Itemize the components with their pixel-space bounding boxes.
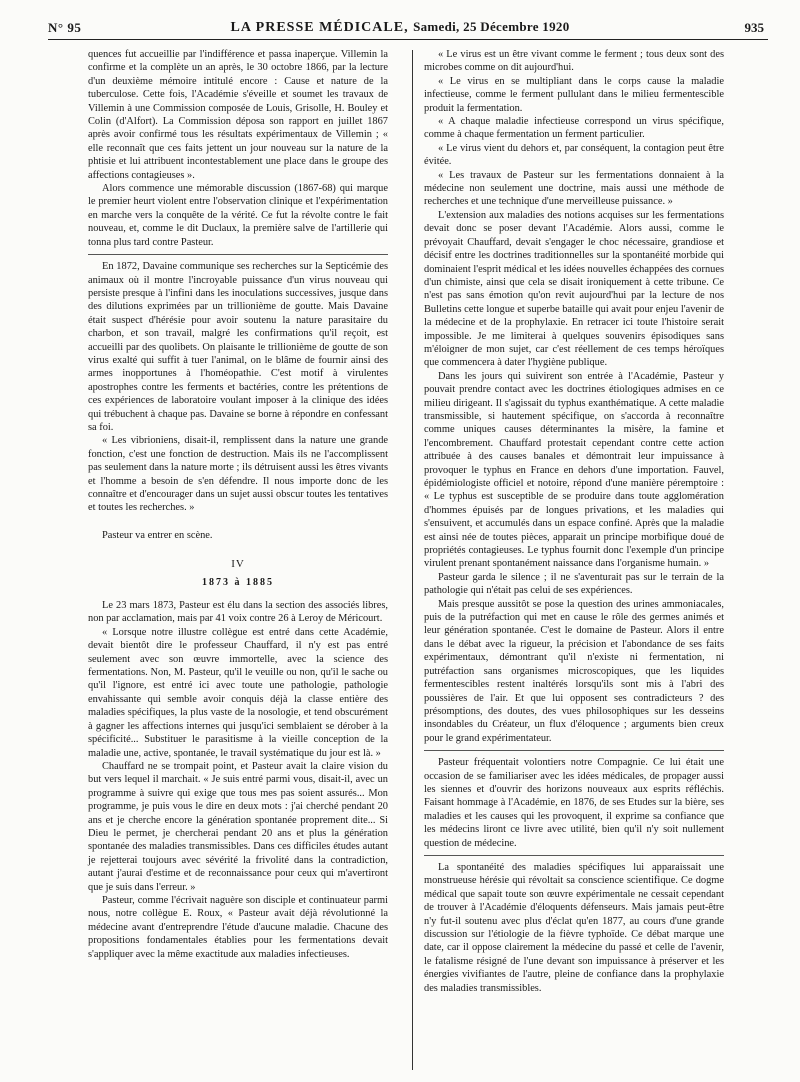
quote-paragraph: « A chaque maladie infectieuse correspond un virus spécifique, comme à chaque fermentation un ferment particulier. xyxy=(424,116,724,141)
paragraph: Pasteur garda le silence ; il ne s'aventurait pas sur le terrain de la pathologie qui n'était pas celui de ses expériences. xyxy=(424,571,724,597)
column-rule xyxy=(412,50,413,1070)
quote-paragraph: « Lorsque notre illustre collègue est entré dans cette Académie, devait bientôt dire le professeur Chauffard, il n'y est pas entré seulement avec son œuvre immortelle, avec la science des fermentations. Non, M. Pasteur, qu'il le veuille ou non, qu'il le sache ou qu'il l'ignore, est entré ici avec toute une pathologie, pathologie envahissante qui semble avoir conquis déjà la classe entière des maladies spécifiques, la plus vaste de la nosologie, et tend obscurément à gagner les affections internes qui jusqu'ici semblaient se dérober à la spécificité... Substituer le parasitisme à la vieille conception de la maladie une, active, spontanée, le travail systématique du jour est là. » xyxy=(88,626,388,759)
paragraph-divider xyxy=(424,750,724,751)
quote-paragraph: « Le virus est un être vivant comme le ferment ; tous deux sont des microbes comme on dit aujourd'hui. xyxy=(424,49,724,74)
issue-number: N° 95 xyxy=(48,20,82,35)
header-rule xyxy=(48,39,768,40)
journal-title: LA PRESSE MÉDICALE, xyxy=(230,20,409,35)
quote-paragraph: « Le virus en se multipliant dans le corps cause la maladie infectieuse, comme le ferment pullulant dans le milieu fermentescible produit la fermentation. xyxy=(424,75,724,114)
paragraph-divider xyxy=(88,254,388,255)
paragraph: Pasteur va entrer en scène. xyxy=(102,529,213,541)
paragraph: La spontanéité des maladies spécifiques lui apparaissait une monstrueuse hérésie qui révoltait sa conscience scientifique. Ce dogme médical que sapait toute son œuvre expérimentale ne cessait cependant de trouver à l'Académie d'éloquents défenseurs. Mais jamais peut-être n'y fut-il soutenu avec plus d'éclat qu'en 1877, au cours d'une grande discussion sur l'étiologie de la fièvre typhoïde. Ce débat marque une date, car il oppose clairement la médecine du passé et celle de l'avenir, le fatalisme résigné de l'une devant son impuissance à préserver et les énergies vivifiantes de l'autre, pleine de confiance dans la prophylaxie des maladies transmissibles. xyxy=(424,861,724,994)
spacer xyxy=(88,515,388,529)
quote-paragraph: « Les vibrioniens, disait-il, remplissent dans la nature une grande fonction, c'est une fonction de destruction. Mais ils ne l'accomplissent pas seulement dans la nature morte ; ils détruisent aussi les êtres vivants et l'homme a besoin de s'en défendre. Il nous importe donc de les connaître et d'encourager dans un sujet aussi obscur toutes les tentatives et toutes les recherches. » xyxy=(88,435,388,514)
paragraph: Pasteur fréquentait volontiers notre Compagnie. Ce lui était une occasion de se familiariser avec les idées médicales, de propager aussi les siennes et d'ouvrir des horizons nouveaux aux esprits réfléchis. Faisant hommage à l'Académie, en 1876, de ses Etudes sur la bière, ses maladies et les causes qui les provoquent, il exprime sa confiance que les médecins liront ce livre avec utilité, bien qu'il n'y soit nullement question de médecine. xyxy=(424,757,724,849)
issue-date: Samedi, 25 Décembre 1920 xyxy=(413,19,570,34)
paragraph: quences fut accueillie par l'indifférence et passa inaperçue. Villemin la confirme et la complète un an après, le 30 octobre 1866, par la lecture d'un deuxième mémoire intitulé encore : Cause et nature de la tuberculose. Cette fois, l'Académie s'éveille et soumet les travaux de Villemin à une Commission composée de Louis, Grisolle, H. Bouley et Colin (d'Alfort). La Commission déposa son rapport en juillet 1867 après avoir confirmé tous les résultats expérimentaux de Villemin ; « elle reconnaît que ces faits jettent un jour nouveau sur la nature de la phtisie et lui attribuent incontestablement une place dans le groupe des affections contagieuses ». xyxy=(88,49,388,181)
section-number: IV xyxy=(231,558,245,571)
left-column xyxy=(88,48,388,961)
quote-paragraph: « Les travaux de Pasteur sur les fermentations donnaient à la médecine non seulement une doctrine, mais aussi une méthode de recherches et une technique d'une merveilleuse puissance. » xyxy=(424,169,724,208)
page-header xyxy=(0,18,800,40)
paragraph: Mais presque aussitôt se pose la question des urines ammoniacales, puis de la putréfaction qui met en cause le rôle des germes animés et leur génération spontanée. C'est le domaine de Pasteur. Alors il entre dans le débat avec la rigueur, la précision et l'abondance de ses faits expérimentaux, démontrant qu'il n'existe ni fermentation, ni putréfaction sans organismes microscopiques, que les liquides fermentescibles restent inaltérés lorsqu'ils sont mis à l'abri des poussières de l'air. Et que lui opposent ses contradicteurs ? des présomptions, des doutes, des vues philosophiques sur les desseins insondables du Créateur, un flux d'éloquence ; arguments bien creux pour le grand expérimentateur. xyxy=(424,598,724,744)
paragraph-divider xyxy=(424,855,724,856)
paragraph: En 1872, Davaine communique ses recherches sur la Septicémie des animaux où il montre l'incroyable puissance d'un virus nouveau qui persiste presque à l'infini dans les inoculations successives, jusque dans des dilutions exprimées par un trillionième de goutte. Mais Davaine était suspect d'hérésie pour avoir soutenu la nature parasitaire du charbon, et son travail, malgré les confirmations qu'il reçoit, est accueilli par des quolibets. On plaisante le trillionième de goutte de son virus exalté qui suffit à tuer l'animal, on le blâme de fournir ainsi des armes inopportunes à l'homéopathie. C'est motif à virulentes apostrophes contre les ferments et bactéries, contre les prétentions de ces expériences de laboratoire voulant imposer à la clinique des idées qui trébuchent à chaque pas. Davaine se borne à répondre en confessant sa foi. xyxy=(88,261,388,433)
paragraph: Pasteur, comme l'écrivait naguère son disciple et continuateur parmi nous, notre collègue E. Roux, « Pasteur avait déjà révolutionné la médecine avant d'entreprendre l'étude d'aucune maladie. Chacune des propositions fondamentales établies pour les fermentations devait s'appliquer avec la même exactitude aux maladies infectieuses. xyxy=(88,894,388,960)
paragraph: Chauffard ne se trompait point, et Pasteur avait la claire vision du but vers lequel il marchait. « Je suis entré parmi vous, disait-il, avec un programme à suivre qui exige que tous mes pas soient assurés... Mon programme, je puis vous le dire en deux mots : j'ai cherché pendant 20 ans et je cherche encore la génération spontanée proprement dite... Si Dieu le permet, je chercherai pendant 20 ans et plus la génération spontanée des maladies transmissibles. Dans ces difficiles études autant je rejetterai toujours avec sévérité la frivolité dans la contradiction, autant j'aurai d'estime et de reconnaissance pour ceux qui m'avertiront que je suis dans l'erreur. » xyxy=(88,760,388,893)
running-head xyxy=(0,19,800,36)
paragraph: Dans les jours qui suivirent son entrée à l'Académie, Pasteur y pouvait prendre contact avec les doctrines étiologiques admises en ce milieu dirigeant. Il s'agissait du typhus exanthématique. A cette maladie transmissible, si hautement spécifique, on s'accorda à reconnaître comme uniques causes déterminantes la misère, la famine et l'encombrement. Chauffard protestait cependant contre cette action attribuée à des causes banales et démontrait leur impuissance à provoquer le typhus en France en dehors d'une importation. Fauvel, épidémiologiste officiel et notoire, répond d'une manière péremptoire : « Le typhus est susceptible de se produire dans toute agglomération d'hommes épuisés par de longues privations, et les maladies qui s'ensuivent, et accumulés dans un espace confiné. Après que la maladie est ainsi née de toutes pièces, apparait un principe morbifique doué de propriétés contagieuses. Le typhus fournit donc l'exemple d'un principe virulent prenant spontanément naissance dans l'organisme humain. » xyxy=(424,370,724,570)
quote-paragraph: « Le virus vient du dehors et, par conséquent, la contagion peut être évitée. xyxy=(424,142,724,168)
section-title: 1873 à 1885 xyxy=(202,576,274,588)
paragraph: Le 23 mars 1873, Pasteur est élu dans la section des associés libres, non par acclamation, mais par 41 voix contre 26 à Leroy de Méricourt. xyxy=(88,600,388,625)
paragraph: Alors commence une mémorable discussion (1867-68) qui marque le premier heurt violent entre l'observation clinique et l'expérimentation en marche vers la conquête de la vérité. Ce fut la révolte contre le fait nouveau, et, comme le dit Duclaux, la première salve de l'artillerie qui tonna plus tard contre Pasteur. xyxy=(88,183,388,248)
right-column xyxy=(424,48,724,995)
paragraph: L'extension aux maladies des notions acquises sur les fermentations devait donc se poser devant l'Académie. Alors aussi, comme le prévoyait Chauffard, devait s'engager le choc nécessaire, grandiose et décisif entre les doctrines traditionnelles sur la spontanéité morbide qui dominaient l'esprit médical et les idées nouvelles échappées des cornues d'un chimiste, ainsi que cela se disait ironiquement à cette tribune. Ce n'est pas sans émotion qu'on revit aujourd'hui par la lecture de nos Bulletins cette longue et superbe bataille qui avait pour enjeu l'avenir de la médecine et de la prophylaxie. En retracer ici toute l'histoire serait impossible. Je me limiterai à quelques souvenirs épisodiques sans m'éloigner de mon sujet, car c'est réellement de ces temps héroïques que commencera à dater l'hygiène publique. xyxy=(424,209,724,369)
page-number: 935 xyxy=(744,20,764,35)
